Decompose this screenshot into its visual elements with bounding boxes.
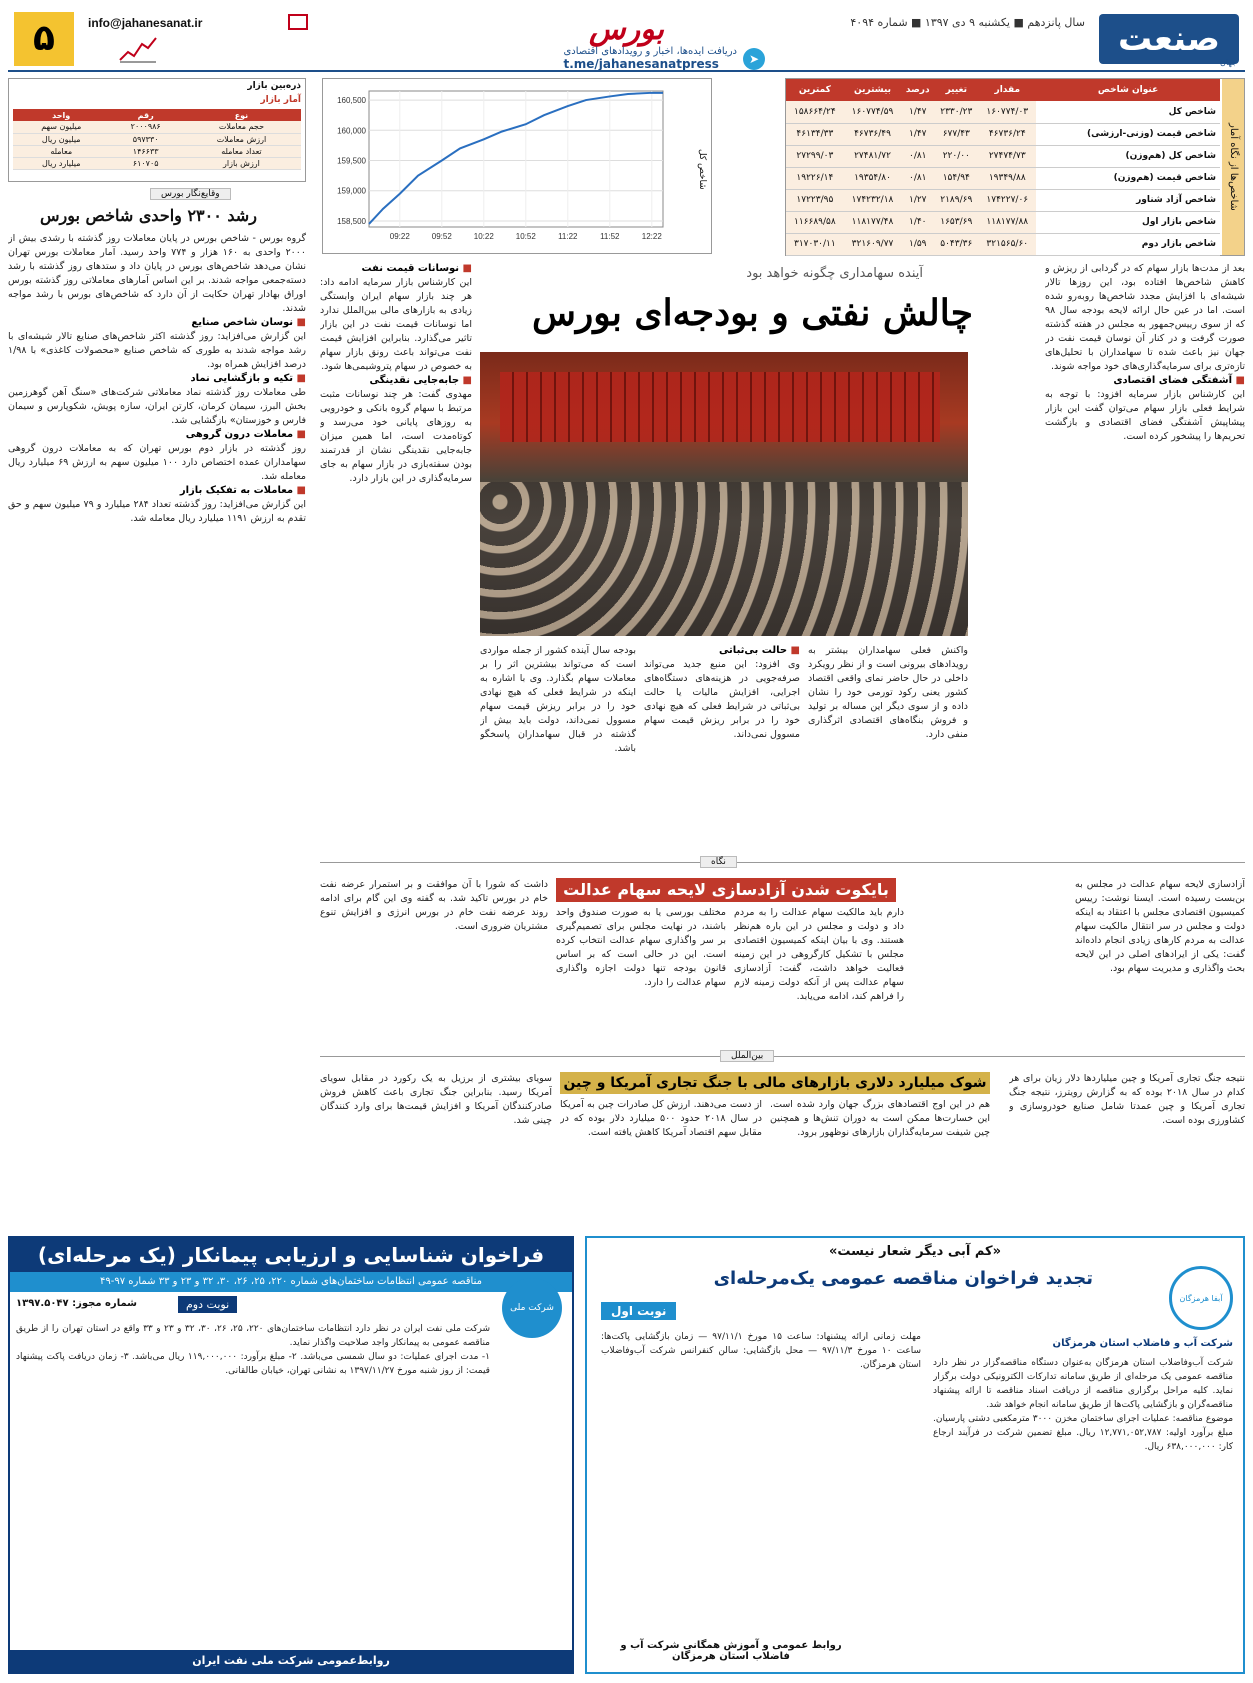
article3-col3 — [560, 1098, 762, 1228]
abfa-tender-ad — [585, 1236, 1245, 1674]
paragraph: روز گذشته در بازار دوم بورس تهران که به معاملات درون گروهی سهامداران عمده اختصاص دارد ۱۰۰ میلیون سهم به ارزش ۶۹ میلیارد ریال معامله شد. — [8, 443, 306, 482]
abfa-ad-body-right — [933, 1356, 1233, 1626]
x-tick-label: 11:22 — [558, 232, 578, 241]
market-stats-cell: معامله — [13, 145, 109, 157]
paragraph: وی افزود: این منبع جدید می‌تواند صرفه‌جویی در هزینه‌های دستگاه‌های اجرایی، افزایش مالیات یا حالت بی‌ثباتی در شرایط فعلی که هیچ نهادی خود را در برابر ریزش قیمت سهام مسوول نمی‌داند. — [644, 659, 800, 740]
masthead — [8, 8, 1245, 72]
index-table-cell: ۶۷۷/۴۳ — [934, 123, 978, 145]
nioc-ad-permit: شماره مجوز: ۱۳۹۷.۵۰۴۷ — [16, 1298, 137, 1309]
index-table-cell: ۱/۴۷ — [901, 101, 934, 123]
index-table-cell: شاخص بازار اول — [1036, 211, 1220, 233]
index-table-cell: ۴۶۷۳۶/۴۹ — [844, 123, 902, 145]
paragraph: بعد از مدت‌ها بازار سهام که در گردابی از ریزش و کاهش شاخص‌ها افتاده بود، این روزها تالار شیشه‌ای با افزایش مجدد شاخص‌ها روبه‌رو شده است. اما در عین حال ارائه لایحه بودجه سال ۹۸ که از سوی رییس‌جمهور به مجلس در هفته گذشته صورت گرفت و در کنار آن نوسان قیمت نفت در جهان نیز باعث شده تا سهامداران با تحلیل‌های تازه‌تری برای سرمایه‌گذاری‌های خود مواجه شوند. — [1045, 263, 1245, 372]
main-story-col4 — [644, 644, 800, 852]
index-table-cell: ۱۵۴/۹۴ — [934, 167, 978, 189]
plot-area — [369, 91, 663, 227]
index-table-cell: ۱۹۳۵۴/۸۰ — [844, 167, 902, 189]
index-table-cell: ۱۱۸۱۷۷/۸۸ — [978, 211, 1036, 233]
index-table-cell: ۱/۲۷ — [901, 189, 934, 211]
paragraph: مهدوی گفت: هر چند نوسانات مثبت مرتبط با سهام گروه بانکی و خودرویی به روزهای پایانی خود می‌رسد و کوتاه‌مدت است، اما همین میزان جابه‌جایی نقدینگی نشان از قدرتمند بودن سفته‌بازی در بازار سهام به جای سرمایه‌گذاری در این بازار دارد. — [320, 389, 472, 484]
y-tick-label: 159,000 — [337, 186, 366, 196]
index-table — [786, 79, 1220, 256]
telegram-promo[interactable] — [563, 46, 765, 71]
left-story-title: رشد ۲۳۰۰ واحدی شاخص بورس — [40, 206, 257, 225]
article3-col2 — [770, 1098, 990, 1228]
index-table-cell: ۳۲۱۵۶۵/۶۰ — [978, 233, 1036, 255]
x-tick-label: 09:52 — [431, 232, 452, 241]
paragraph: طی معاملات روز گذشته نماد معاملاتی شرکت‌های «سنگ آهن گوهرزمین بخش البرز، سیمان کرمان، کارتن ایران، سازه پویش، شکوپارس و سیمان فارس و خوزستان» بازگشایی شد. — [8, 387, 306, 426]
paragraph: از دست می‌دهند. ارزش کل صادرات چین به آمریکا در سال ۲۰۱۸ حدود ۵۰۰ میلیارد دلار بوده که در مقابل سهم اقتصاد آمریکا کاهش یافته است. — [560, 1099, 762, 1138]
nioc-ad-round: نوبت دوم — [178, 1296, 237, 1313]
main-story-kicker: آینده سهامداری چگونه خواهد بود — [746, 266, 923, 281]
index-table-row — [786, 189, 1220, 211]
market-stats-title: ذره‌بین بازار — [247, 81, 301, 91]
market-stats-cell: ۶۱۰۷۰۵ — [109, 157, 181, 169]
article2-col1 — [1075, 878, 1245, 1048]
index-table-cell: ۱/۴۰ — [901, 211, 934, 233]
index-table-cell: ۰/۸۱ — [901, 167, 934, 189]
paragraph: نتیجه جنگ تجاری آمریکا و چین میلیاردها دلار زیان برای هر کدام در سال ۲۰۱۸ بوده که به گزارش رویترز، نتیجه جنگ تجاری آمریکا و چین عمدتا شامل صنایع خودروسازی و کشاورزی بوده است. — [1009, 1073, 1245, 1126]
market-stats-cell: میلیون ریال — [13, 133, 109, 145]
telegram-link[interactable]: t.me/jahanesanatpress — [563, 57, 719, 71]
market-stats-cell: ۱۴۶۶۳۳ — [109, 145, 181, 157]
subheading: ■ معاملات درون گروهی — [8, 428, 306, 442]
article3-col1 — [1009, 1072, 1245, 1228]
paragraph: شرکت آب‌وفاضلاب استان هرمزگان به‌عنوان دستگاه مناقصه‌گزار در نظر دارد مناقصه عمومی یک مرحله‌ای از طریق سامانه تدارکات الکترونیکی دولت برگزار نماید. کلیه مراحل برگزاری مناقصه از دریافت اسناد مناقصه تا ارائه پیشنهاد مناقصه‌گران و بازگشایی پاکت‌ها از طریق سامانه انجام خواهد شد. — [933, 1358, 1233, 1410]
y-tick-label: 160,500 — [337, 96, 366, 106]
article2-title: بایکوت شدن آزادسازی لایحه سهام عدالت در مجلس — [556, 878, 896, 902]
x-tick-label: 10:52 — [515, 232, 536, 241]
index-table-cell: ۲۷۴۷۴/۷۳ — [978, 145, 1036, 167]
y-tick-label: 160,000 — [337, 126, 366, 136]
index-table-cell: ۱۶۵۳/۶۹ — [934, 211, 978, 233]
market-stats-table — [13, 109, 301, 170]
paragraph: این کارشناس بازار سرمایه افزود: با توجه به شرایط فعلی بازار سهام می‌توان گفت این بازار پیشاپیش آشفتگی فضای اقتصادی و بازگشت تحریم‌ها را پیشخور کرده است. — [1045, 389, 1245, 442]
index-table-cell: ۴۶۷۳۶/۲۴ — [978, 123, 1036, 145]
market-stats-cell: میلیارد ریال — [13, 157, 109, 169]
index-table-row — [786, 167, 1220, 189]
market-stats-subtitle: آمار بازار — [260, 95, 301, 105]
index-table-cell: شاخص کل — [1036, 101, 1220, 123]
article2-col3 — [556, 906, 726, 1048]
paragraph: گروه بورس - شاخص بورس در پایان معاملات روز گذشته با رشدی بیش از ۲۰۰۰ واحدی به ۱۶۰ هزار و ۷۷۴ واحد رسید. آمار معاملات بورس تهران نشان می‌دهد شاخص‌های بورس در پایان داد و ستدهای روز گذشته با رشد دسته‌جمعی مواجه شدند. بر این اساس آمارهای معاملاتی روز گذشته بورس اوراق بهادار تهران حکایت از آن دارد که شاخص‌های بورس با رشد مواجه شدند. — [8, 233, 306, 314]
page-number: ۵ — [14, 12, 74, 66]
chart-svg — [323, 79, 695, 253]
abfa-ad-slogan: «کم آبی دیگر شعار نیست» — [828, 1244, 1001, 1259]
paragraph: شرکت ملی نفت ایران در نظر دارد انتظامات ساختمان‌های ۲۲۰، ۲۵، ۲۶، ۳۰، ۳۲ و ۲۳ و ۳۳ واقع در استان تهران را از طریق مناقصه عمومی به پیمانکار واجد صلاحیت واگذار نماید. — [16, 1324, 490, 1348]
chart-trend-icon — [118, 34, 158, 64]
subheading: ■ آشفتگی فضای اقتصادی — [1045, 374, 1245, 388]
index-table-header-cell: بیشترین — [844, 79, 902, 101]
ticker-board — [500, 372, 940, 442]
nioc-ad-subtitle: مناقصه عمومی انتظامات ساختمان‌های شماره ۲۲۰، ۲۵، ۲۶، ۳۰، ۳۲ و ۲۳ و ۳۳ شماره ۹۷-۴۹ — [10, 1272, 572, 1292]
market-stats-header-cell: نوع — [182, 109, 301, 121]
index-table-cell: ۱۶۰۷۷۴/۵۹ — [844, 101, 902, 123]
market-stats-row — [13, 133, 301, 145]
x-tick-label: 11:52 — [600, 232, 620, 241]
index-table-row — [786, 145, 1220, 167]
index-table-cell: ۰/۸۱ — [901, 145, 934, 167]
index-table-cell: شاخص قیمت (هم‌وزن) — [1036, 167, 1220, 189]
paragraph: آزادسازی لایحه سهام عدالت در مجلس به بن‌بست رسیده است. ایسنا نوشت: رییس کمیسیون اقتصادی مجلس با اعتقاد به اینکه دولت و مجلس در سر انتقال مالکیت سهام عدالت به مردم کارهای زیادی انجام داده‌اند گفت: یکی از ایرادهای اصلی در این لایحه بحث واگذاری و مدیریت سهام بود. — [1075, 879, 1245, 974]
market-stats-header-cell: رقم — [109, 109, 181, 121]
index-table-box — [785, 78, 1245, 256]
index-table-cell: شاخص قیمت (وزنی-ارزشی) — [1036, 123, 1220, 145]
paragraph: این گزارش می‌افزاید: روز گذشته تعداد ۲۸۴ میلیارد و ۷۹ میلیون سهم و حق تقدم به ارزش ۱۱۹۱ میلیارد ریال معامله شد. — [8, 499, 306, 524]
market-stats-cell: ارزش بازار — [182, 157, 301, 169]
index-table-row — [786, 233, 1220, 255]
index-table-cell: ۱/۴۷ — [901, 123, 934, 145]
paragraph: ۱- مدت اجرای عملیات: دو سال شمسی می‌باشد. ۲- مبلغ برآورد: ۱۱۹,۰۰۰,۰۰۰ ریال می‌باشد. ۳- زمان دریافت پاکت پیشنهاد قیمت: از روز شنبه مورخ ۱۳۹۷/۱۱/۲۷ به نشانی تهران، خیابان طالقانی. — [16, 1352, 490, 1376]
y-tick-label: 158,500 — [337, 216, 366, 226]
left-story-tag: وقایع‌نگار بورس — [150, 188, 231, 200]
paragraph: مختلف بورسی یا به صورت صندوق واحد باشند، در نهایت مجلس برای تصمیم‌گیری بر سر واگذاری سهام عدالت انتخاب کرده است. این در حالی است که بر اساس قانون بودجه تنها دولت اجازه واگذاری سهام عدالت را دارد. — [556, 907, 726, 988]
index-table-cell: شاخص کل (هم‌وزن) — [1036, 145, 1220, 167]
index-table-cell: ۲۷۲۹۹/۰۳ — [786, 145, 844, 167]
index-table-cell: ۲۳۳۰/۲۳ — [934, 101, 978, 123]
market-stats-header-cell: واحد — [13, 109, 109, 121]
left-story-body — [8, 232, 306, 1222]
article3-tag: بین‌الملل — [720, 1050, 774, 1062]
index-table-header-cell: عنوان شاخص — [1036, 79, 1220, 101]
paragraph: سویای بیشتری از برزیل به یک رکورد در مقابل سویای آمریکا رسید. بنابراین جنگ تجاری باعث کاهش فروش صادرکنندگان آمریکا و افزایش قیمت‌ها برای وارد کنندگان چینی شد. — [320, 1073, 552, 1126]
abfa-ad-title: تجدید فراخوان مناقصه عمومی یک‌مرحله‌ای — [713, 1268, 1093, 1289]
section-title: بورس — [589, 12, 664, 47]
market-stats-row — [13, 145, 301, 157]
issue-info: سال پانزدهم ■ یکشنبه ۹ دی ۱۳۹۷ ■ شماره ۴۰۹۴ — [850, 16, 1085, 29]
paragraph: بودجه سال آینده کشور از جمله مواردی است که می‌تواند بیشترین اثر را بر معاملات سهام بگذارد. وی با اشاره به اینکه در شرایط فعلی که هیچ نهادی خود را در برابر ریزش قیمت سهام مسوول نمی‌داند، دولت باید بیش از گذشته در قبال سهامداران پاسخگو باشد. — [480, 645, 636, 754]
abfa-ad-footer: روابط عمومی و آموزش همگانی شرکت آب و فاضلاب استان هرمزگان — [620, 1640, 842, 1662]
index-table-cell: شاخص آزاد شناور — [1036, 189, 1220, 211]
subheading: ■ نوسان شاخص صنایع — [8, 316, 306, 330]
paragraph: این کارشناس بازار سرمایه ادامه داد: هر چند بازار سهام ایران وابستگی زیادی به بازارهای مالی بین‌الملل ندارد اما نوسانات قیمت نفت در این بازار تاثیر می‌گذارد. بنابراین افزایش قیمت نفت می‌تواند باعث رونق بازار سهام به خصوص در سهام پتروشیمی‌ها شود. — [320, 277, 472, 372]
index-table-cell: ۱۱۶۶۸۹/۵۸ — [786, 211, 844, 233]
main-story-col3 — [480, 644, 636, 852]
subheading: ■ حالت بی‌ثباتی — [644, 644, 800, 658]
index-table-cell: ۱۵۸۶۶۴/۲۴ — [786, 101, 844, 123]
subheading: ■ تکیه و بازگشایی نماد — [8, 372, 306, 386]
paragraph: مهلت زمانی ارائه پیشنهاد: ساعت ۱۵ مورخ ۹۷/۱۱/۱ — زمان بازگشایی پاکت‌ها: ساعت ۱۰ مورخ ۹۷/۱۱/۳ — محل بازگشایی: سالن کنفرانس شرکت آب‌وفاضلاب استان هرمزگان. — [601, 1332, 921, 1370]
index-table-row — [786, 123, 1220, 145]
market-stats-cell: ۵۹۷۳۳۰ — [109, 133, 181, 145]
market-stats-cell: حجم معاملات — [182, 121, 301, 133]
paragraph: موضوع مناقصه: عملیات اجرای ساختمان مخزن ۳۰۰۰ مترمکعبی دشتی پارسیان. مبلغ برآورد اولیه: ۱۲,۷۷۱,۰۵۲,۷۸۷ ریال. مبلغ تضمین شرکت در فرآیند ارجاع کار: ۶۳۸,۰۰۰,۰۰۰ ریال. — [933, 1414, 1233, 1452]
article3-title: شوک میلیارد دلاری بازارهای مالی با جنگ تجاری آمریکا و چین — [560, 1072, 990, 1094]
x-tick-label: 09:22 — [389, 232, 410, 241]
index-table-header-cell: درصد — [901, 79, 934, 101]
index-table-row — [786, 101, 1220, 123]
index-chart — [322, 78, 712, 254]
chart-side-label: شاخص کل — [697, 149, 707, 190]
x-tick-label: 12:22 — [641, 232, 662, 241]
divider — [320, 1056, 1245, 1057]
market-stats-cell: میلیون سهم — [13, 121, 109, 133]
index-table-cell: ۲۷۴۸۱/۷۲ — [844, 145, 902, 167]
subheading: ■ معاملات به تفکیک بازار — [8, 484, 306, 498]
paragraph: هم در این اوج اقتصادهای بزرگ جهان وارد شده است. این خسارت‌ها ممکن است به دوران تنش‌ها و همچنین چین شیفت سرمایه‌گذاران بازارهای نوظهور برود. — [770, 1099, 990, 1138]
subheading: ■ نوسانات قیمت نفت — [320, 262, 472, 276]
index-table-cell: ۱/۵۹ — [901, 233, 934, 255]
index-table-cell: شاخص بازار دوم — [1036, 233, 1220, 255]
index-table-cell: ۲۱۸۹/۶۹ — [934, 189, 978, 211]
index-table-cell: ۳۱۷۰۳۰/۱۱ — [786, 233, 844, 255]
article2-tag: نگاه — [700, 856, 737, 868]
main-story-col5 — [808, 644, 968, 852]
index-table-cell: ۱۷۴۲۳۲/۱۸ — [844, 189, 902, 211]
email-address[interactable]: info@jahanesanat.ir — [88, 16, 203, 30]
paragraph: این گزارش می‌افزاید: روز گذشته اکثر شاخص‌های صنایع تالار شیشه‌ای با رشد مواجه شدند به طوری که شاخص صنایع «محصولات کاغذی» با ۱/۹۸ درصد افزایش همراه بود. — [8, 331, 306, 370]
article2-col2 — [734, 906, 904, 1048]
nioc-tender-ad — [8, 1236, 574, 1674]
index-table-cell: ۲۲۰/۰۰ — [934, 145, 978, 167]
index-table-cell: ۳۲۱۶۰۹/۷۷ — [844, 233, 902, 255]
main-story-col1 — [1045, 262, 1245, 852]
stock-exchange-photo — [480, 352, 968, 636]
article2-col4 — [320, 878, 548, 1048]
nioc-ad-body — [16, 1322, 490, 1642]
nioc-ad-footer: روابط‌عمومی شرکت ملی نفت ایران — [10, 1650, 572, 1672]
index-table-header-cell: مقدار — [978, 79, 1036, 101]
telegram-text: دریافت ایده‌ها، اخبار و رویدادهای اقتصادی — [563, 46, 737, 57]
index-table-cell: ۵۰۴۳/۳۶ — [934, 233, 978, 255]
abfa-ad-body-left — [601, 1330, 921, 1620]
envelope-icon — [288, 14, 308, 30]
abfa-ad-round: نوبت اول — [601, 1302, 676, 1320]
index-table-row — [786, 211, 1220, 233]
market-stats-cell: ارزش معاملات — [182, 133, 301, 145]
paragraph: دارم باید مالکیت سهام عدالت را به مردم داد و دولت و مجلس در این باره هم‌نظر هستند. وی با بیان اینکه کمیسیون اقتصادی مجلس با تشکیل کارگروهی در این زمینه فعالیت خواهد داشت، گفت: آزادسازی سهام عدالت پس از آنکه دولت زمینه لازم را فراهم کند، ادامه می‌یابد. — [734, 907, 904, 1002]
abfa-logo: آبفا هرمزگان — [1169, 1266, 1233, 1330]
main-story-col2 — [320, 262, 472, 852]
nioc-logo: شرکت ملی نفت ایران — [502, 1278, 562, 1338]
y-tick-label: 159,500 — [337, 156, 366, 166]
index-table-side-label: شاخص‌ها از نگاه آمار — [1222, 79, 1244, 255]
market-stats-cell: ۲۰۰۰۹۸۶ — [109, 121, 181, 133]
index-table-cell: ۱۷۲۲۳/۹۵ — [786, 189, 844, 211]
market-stats-row — [13, 157, 301, 169]
market-stats-row — [13, 121, 301, 133]
nioc-ad-title: فراخوان شناسایی و ارزیابی پیمانکار (یک مرحله‌ای) — [10, 1238, 572, 1272]
index-table-cell: ۱۷۴۲۲۷/۰۶ — [978, 189, 1036, 211]
main-story-headline: چالش نفتی و بودجه‌ای بورس — [531, 292, 973, 334]
paragraph: واکنش فعلی سهامداران بیشتر به رویدادهای بیرونی است و از نظر رویکرد داخلی در حال حاضر نمای واقعی اقتصاد کشور یعنی رکود تورمی خود را نشان داده و از سوی دیگر این مساله بر تولید و فروش بنگاه‌های اقتصادی اثرگذاری منفی دارد. — [808, 645, 968, 740]
index-table-cell: ۱۹۲۲۶/۱۴ — [786, 167, 844, 189]
index-table-cell: ۱۱۸۱۷۷/۴۸ — [844, 211, 902, 233]
crowd — [480, 482, 968, 636]
index-table-cell: ۱۶۰۷۷۴/۰۳ — [978, 101, 1036, 123]
index-table-cell: ۴۶۱۳۴/۳۳ — [786, 123, 844, 145]
article3-col4 — [320, 1072, 552, 1228]
divider — [320, 862, 1245, 863]
telegram-icon: ➤ — [743, 48, 765, 70]
market-stats-box — [8, 78, 306, 182]
market-stats-cell: تعداد معامله — [182, 145, 301, 157]
abfa-company: شرکت آب و فاضلاب استان هرمزگان — [1052, 1338, 1233, 1349]
x-tick-label: 10:22 — [473, 232, 494, 241]
paragraph: داشت که شورا با آن موافقت و بر استمرار عرضه نفت خام در بورس تاکید شد. به گفته وی این گام برای ادامه روند عرضه نفت خام در بورس انرژی و افزایش تنوع مشتریان ضروری است. — [320, 879, 548, 932]
index-table-header-cell: تغییر — [934, 79, 978, 101]
logo-subtitle: جهان — [1220, 58, 1237, 67]
subheading: ■ جابه‌جایی نقدینگی — [320, 374, 472, 388]
index-table-header-cell: کمترین — [786, 79, 844, 101]
newspaper-logo: صنعت — [1099, 14, 1239, 64]
index-table-cell: ۱۹۳۴۹/۸۸ — [978, 167, 1036, 189]
